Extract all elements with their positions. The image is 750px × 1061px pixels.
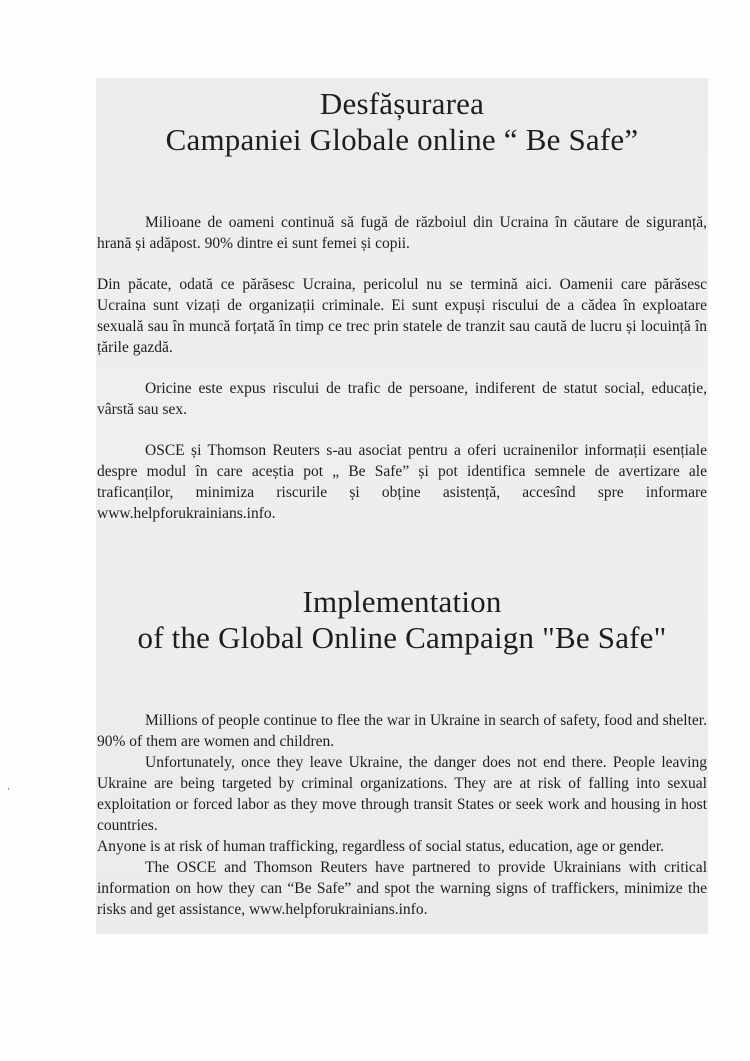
english-title	[97, 584, 707, 656]
english-paragraph-4: The OSCE and Thomson Reuters have partnered to provide Ukrainians with critical information on how they can “Be Safe” and spot the warning signs of traffickers, minimize the risks and get assistance, www.helpforukrainians.info.	[97, 859, 707, 918]
romanian-paragraph-3: Oricine este expus riscului de trafic de persoane, indiferent de statut social, educație, vârstă sau sex.	[97, 380, 707, 418]
english-paragraph-2: Unfortunately, once they leave Ukraine, the danger does not end there. People leaving Ukraine are being targeted by criminal organizations. They are at risk of falling into sexual exploitation or forced labor as they move through transit States or seek work and housing in host countries.	[97, 754, 707, 834]
english-paragraph-1: Millions of people continue to flee the war in Ukraine in search of safety, food and shelter. 90% of them are women and children.	[97, 712, 707, 750]
romanian-title	[97, 86, 707, 158]
romanian-paragraph-1: Milioane de oameni continuă să fugă de războiul din Ucraina în căutare de siguranță, hrană și adăpost. 90% dintre ei sunt femei și copii.	[97, 214, 707, 252]
english-paragraph-3: Anyone is at risk of human trafficking, regardless of social status, education, age or gender.	[97, 838, 665, 855]
document-body	[97, 80, 707, 920]
scan-speck: ,	[7, 782, 10, 792]
romanian-paragraph-4: OSCE și Thomson Reuters s-au asociat pentru a oferi ucrainenilor informații esențiale despre modul în care aceștia pot „ Be Safe” și pot identifica semnele de avertizare ale traficanților, minimiza riscurile și obține asistență, accesînd spre informare www.helpforukrainians.info.	[97, 442, 707, 522]
english-title-line-1: Implementation	[302, 584, 502, 619]
romanian-paragraph-2: Din păcate, odată ce părăsesc Ucraina, pericolul nu se termină aici. Oamenii care părăsesc Ucraina sunt vizați de organizații criminale. Ei sunt expuși riscului de a cădea în exploatare sexuală sau în muncă forțată în timp ce trec prin statele de tranzit sau caută de lucru și locuință în țările gazdă.	[97, 276, 707, 356]
romanian-title-line-2: Campaniei Globale online “ Be Safe”	[165, 122, 639, 157]
english-title-line-2: of the Global Online Campaign "Be Safe"	[137, 620, 667, 655]
romanian-title-line-1: Desfășurarea	[319, 86, 485, 121]
